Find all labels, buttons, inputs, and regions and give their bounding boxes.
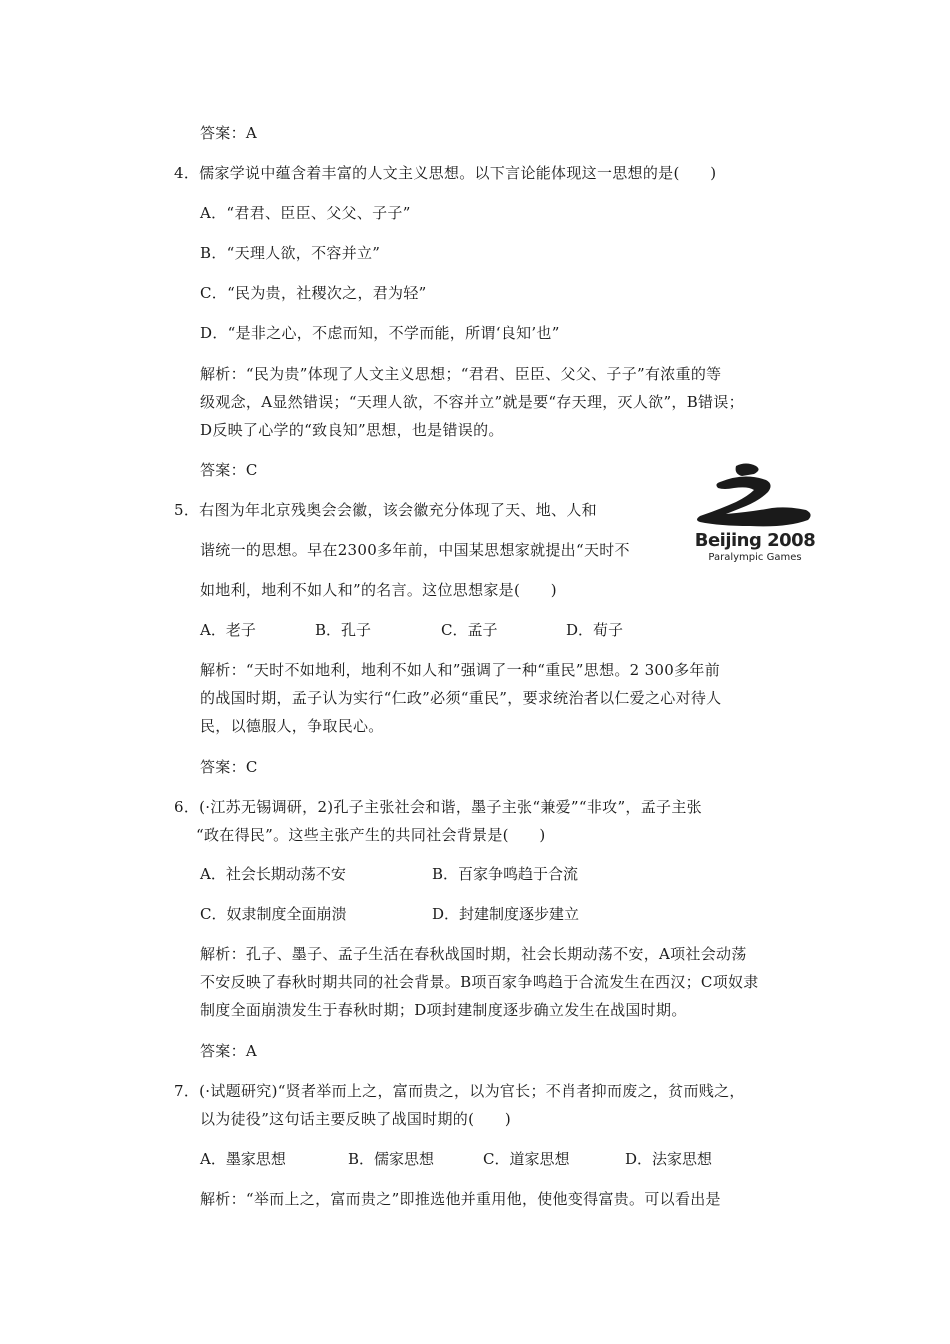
q5-analysis-line-2: 的战国时期，孟子认为实行“仁政”必须“重民”，要求统治者以仁爱之心对待人 — [200, 689, 722, 707]
logo-wordmark: Beijing 2008 — [694, 530, 816, 551]
q7-analysis-line-1: 解析：“举而上之，富而贵之”即推选他并重用他，使他变得富贵。可以看出是 — [200, 1190, 721, 1208]
q6-analysis-line-1: 解析：孔子、墨子、孟子生活在春秋战国时期，社会长期动荡不安，A项社会动荡 — [200, 945, 747, 963]
q7-option-d: D．法家思想 — [625, 1150, 713, 1168]
q3-answer: 答案：A — [200, 124, 258, 142]
q6-option-b: B．百家争鸣趋于合流 — [432, 865, 579, 883]
q6-option-d: D．封建制度逐步建立 — [432, 905, 580, 923]
q6-option-a: A．社会长期动荡不安 — [200, 865, 346, 883]
paralympic-emblem-icon — [690, 462, 820, 532]
q5-stem-line-2: 谐统一的思想。早在2300多年前，中国某思想家就提出“天时不 — [200, 541, 630, 559]
q6-analysis-line-3: 制度全面崩溃发生于春秋时期；D项封建制度逐步确立发生在战国时期。 — [200, 1001, 687, 1019]
q4-answer: 答案：C — [200, 461, 258, 479]
q7-stem-line-1: 7．(·试题研究)“贤者举而上之，富而贵之，以为官长；不肖者抑而废之，贫而贱之， — [174, 1082, 745, 1100]
q4-analysis-line-2: 级观念，A显然错误；“天理人欲，不容并立”就是要“存天理，灭人欲”，B错误； — [200, 393, 744, 411]
q6-analysis-line-2: 不安反映了春秋时期共同的社会背景。B项百家争鸣趋于合流发生在西汉；C项奴隶 — [200, 973, 759, 991]
q5-analysis-line-3: 民，以德服人，争取民心。 — [200, 717, 384, 735]
q5-stem-line-3: 如地利，地利不如人和”的名言。这位思想家是( ) — [200, 581, 557, 599]
q5-option-d: D．荀子 — [566, 621, 624, 639]
q4-option-b: B．“天理人欲，不容并立” — [200, 244, 381, 262]
q6-stem-line-1: 6．(·江苏无锡调研，2)孔子主张社会和谐，墨子主张“兼爱”“非攻”，孟子主张 — [174, 798, 702, 816]
q7-option-a: A．墨家思想 — [200, 1150, 286, 1168]
q6-stem-line-2: “政在得民”。这些主张产生的共同社会背景是( ) — [196, 826, 546, 844]
q4-option-c: C．“民为贵，社稷次之，君为轻” — [200, 284, 427, 302]
q4-analysis-line-1: 解析：“民为贵”体现了人文主义思想；“君君、臣臣、父父、子子”有浓重的等 — [200, 365, 722, 383]
q5-answer: 答案：C — [200, 758, 258, 776]
q4-analysis-line-3: D反映了心学的“致良知”思想，也是错误的。 — [200, 421, 504, 439]
q6-option-c: C．奴隶制度全面崩溃 — [200, 905, 347, 923]
q5-analysis-line-1: 解析：“天时不如地利，地利不如人和”强调了一种“重民”思想。2 300多年前 — [200, 661, 721, 679]
q5-option-c: C．孟子 — [441, 621, 498, 639]
q5-stem-line-1: 5．右图为年北京残奥会会徽，该会徽充分体现了天、地、人和 — [174, 501, 597, 519]
q7-option-c: C．道家思想 — [483, 1150, 570, 1168]
beijing-paralympic-logo — [690, 462, 820, 572]
q4-stem: 4．儒家学说中蕴含着丰富的人文主义思想。以下言论能体现这一思想的是( ) — [174, 164, 717, 182]
q5-option-a: A．老子 — [200, 621, 256, 639]
q7-stem-line-2: 以为徒役”这句话主要反映了战国时期的( ) — [200, 1110, 511, 1128]
q6-answer: 答案：A — [200, 1042, 258, 1060]
logo-subtitle: Paralympic Games — [708, 552, 802, 563]
q4-option-d: D．“是非之心，不虑而知，不学而能，所谓‘良知’也” — [200, 324, 560, 342]
q5-option-b: B．孔子 — [315, 621, 372, 639]
q7-option-b: B．儒家思想 — [348, 1150, 435, 1168]
q4-option-a: A．“君君、臣臣、父父、子子” — [200, 204, 411, 222]
